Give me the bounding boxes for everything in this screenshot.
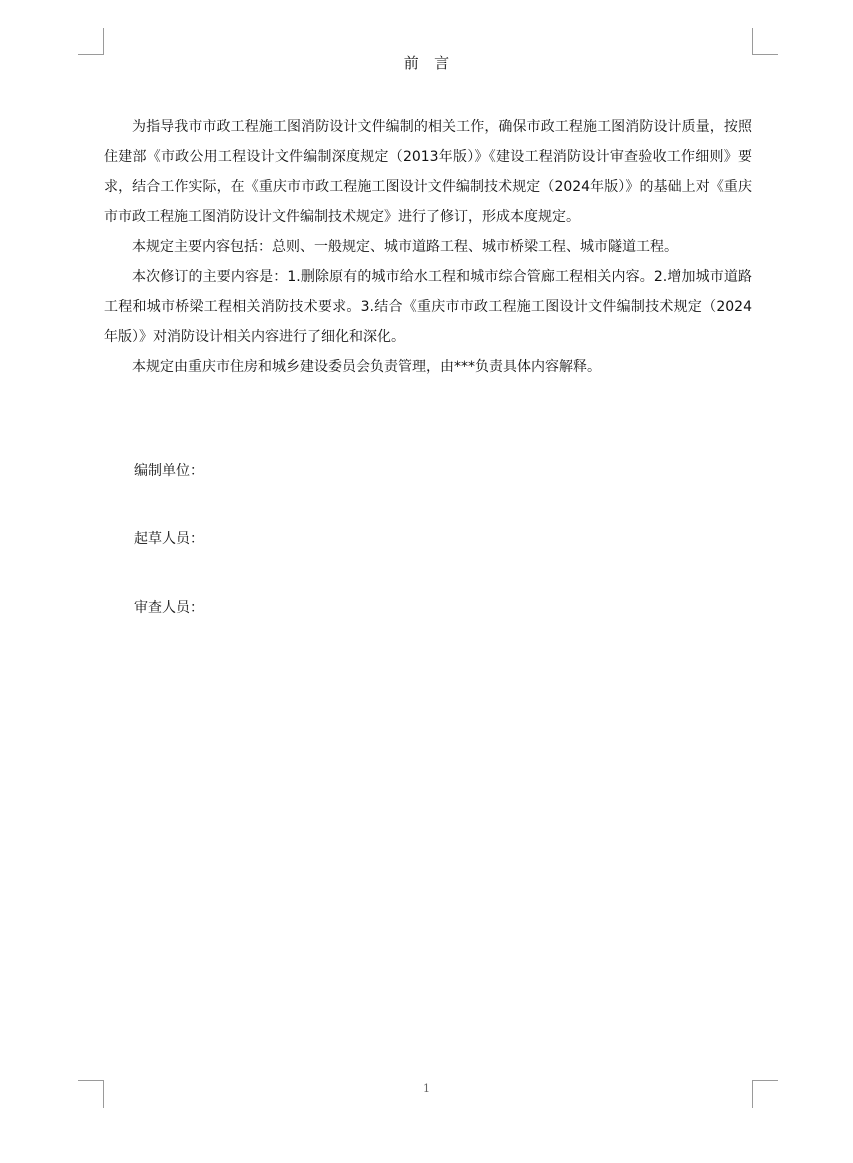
page-number: 1 <box>423 1082 430 1095</box>
compiler-label: 编制单位： <box>134 463 204 479</box>
preface-body <box>104 112 752 382</box>
reviewers-label: 审查人员： <box>134 600 204 616</box>
drafters-label: 起草人员： <box>134 531 204 547</box>
page-title: 前 言 <box>403 54 450 72</box>
paragraph-purpose: 为指导我市市政工程施工图消防设计文件编制的相关工作，确保市政工程施工图消防设计质量，按照住建部《市政公用工程设计文件编制深度规定（2013年版）》《建设工程消防设计审查验收工作细则》要求，结合工作实际，在《重庆市市政工程施工图设计文件编制技术规定（2024年版）》的基础上对《重庆市市政工程施工图消防设计文件编制技术规定》进行了修订，形成本度规定。 <box>104 119 752 225</box>
paragraph-contents: 本规定主要内容包括：总则、一般规定、城市道路工程、城市桥梁工程、城市隧道工程。 <box>132 239 678 255</box>
paragraph-revisions: 本次修订的主要内容是：1.删除原有的城市给水工程和城市综合管廊工程相关内容。2.增加城市道路工程和城市桥梁工程相关消防技术要求。3.结合《重庆市市政工程施工图设计文件编制技术规定（2024年版）》对消防设计相关内容进行了细化和深化。 <box>104 269 752 345</box>
paragraph-management: 本规定由重庆市住房和城乡建设委员会负责管理，由***负责具体内容解释。 <box>132 359 601 375</box>
